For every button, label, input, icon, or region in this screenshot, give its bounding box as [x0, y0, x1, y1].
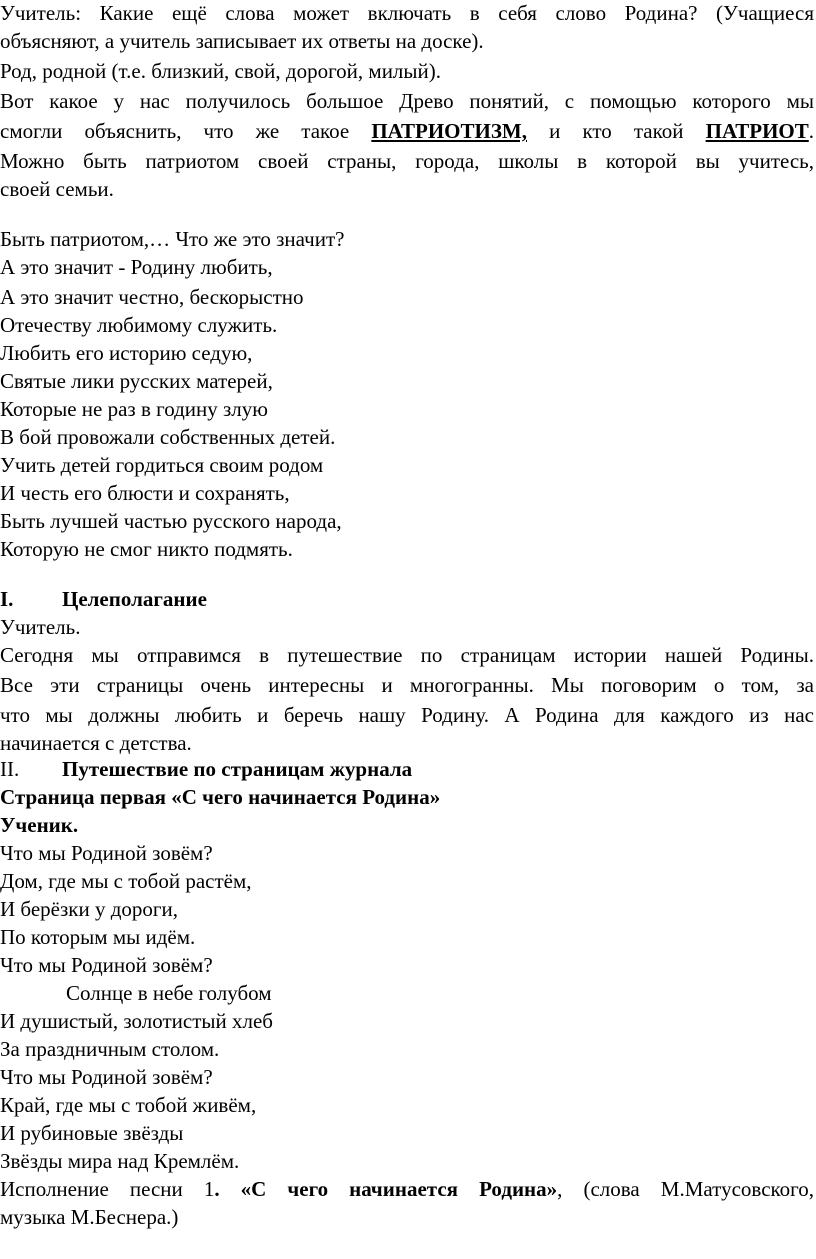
poem-line: Звёзды мира над Кремлём. [0, 1149, 240, 1173]
poem-line: Которую не смог никто подмять. [0, 537, 293, 561]
speaker-label: Ученик. [0, 813, 79, 837]
poem-line: А это значит - Родину любить, [0, 255, 273, 279]
poem-line: Быть патриотом,… Что же это значит? [0, 227, 345, 251]
poem-line: Быть лучшей частью русского народа, [0, 509, 342, 533]
paragraph-line: музыка М.Беснера.) [0, 1205, 179, 1229]
poem-line: По которым мы идём. [0, 925, 196, 949]
section-heading [0, 756, 814, 782]
poem-line: Святые лики русских матерей, [0, 369, 273, 393]
section-title: Путешествие по страницам журнала [62, 757, 413, 781]
poem-line: Что мы Родиной зовём? [0, 841, 213, 865]
poem-line: А это значит честно, бескорыстно [0, 285, 304, 309]
poem-line: И душистый, золотистый хлеб [0, 1009, 273, 1033]
text-run: Исполнение песни 1 [0, 1177, 215, 1201]
paragraph-line: объясняют, а учитель записывает их ответы на доске). [0, 29, 484, 53]
keyword-patriotism: ПАТРИОТИЗМ, [371, 119, 527, 143]
paragraph-line: своей семьи. [0, 177, 114, 201]
poem-line: И берёзки у дороги, [0, 897, 178, 921]
poem-line: Солнце в небе голубом [66, 981, 272, 1005]
poem-line: В бой провожали собственных детей. [0, 425, 336, 449]
paragraph-line: Род, родной (т.е. близкий, свой, дорогой, милый). [0, 59, 441, 83]
paragraph-line: Все эти страницы очень интересны и многогранны. Мы поговорим о том, за [0, 673, 814, 697]
section-title: Целеполагание [62, 587, 207, 611]
paragraph-line [0, 118, 814, 144]
poem-line: Отечеству любимому служить. [0, 313, 278, 337]
keyword-patriot: ПАТРИОТ [705, 119, 809, 143]
song-title: . «С чего начинается Родина» [214, 1177, 558, 1201]
paragraph-line: что мы должны любить и беречь нашу Родину. А Родина для каждого из нас [0, 703, 814, 727]
section-number: II. [0, 757, 20, 781]
text-run: , (слова М.Матусовского, [557, 1177, 814, 1201]
speaker-label: Учитель. [0, 615, 81, 639]
poem-line: Дом, где мы с тобой растём, [0, 869, 252, 893]
poem-line: И честь его блюсти и сохранять, [0, 481, 290, 505]
poem-line: И рубиновые звёзды [0, 1121, 184, 1145]
paragraph-line [0, 1176, 814, 1202]
poem-line: Которые не раз в годину злую [0, 397, 268, 421]
poem-line: Учить детей гордиться своим родом [0, 453, 324, 477]
poem-line: Что мы Родиной зовём? [0, 953, 213, 977]
poem-line: Что мы Родиной зовём? [0, 1065, 213, 1089]
page-title: Страница первая «С чего начинается Родина» [0, 785, 441, 809]
poem-line: Край, где мы с тобой живём, [0, 1093, 257, 1117]
poem-line: За праздничным столом. [0, 1037, 220, 1061]
paragraph-line: Вот какое у нас получилось большое Древо понятий, с помощью которого мы [0, 89, 814, 113]
text-run: . [808, 119, 815, 143]
paragraph-line: начинается с детства. [0, 731, 192, 755]
text-run: смогли объяснить, что же такое [0, 119, 350, 143]
section-number: I. [0, 587, 14, 611]
text-run: и кто такой [549, 119, 684, 143]
section-heading [0, 586, 814, 612]
paragraph-line: Можно быть патриотом своей страны, города, школы в которой вы учитесь, [0, 149, 814, 173]
poem-line: Любить его историю седую, [0, 341, 253, 365]
paragraph-line: Учитель: Какие ещё слова может включать в себя слово Родина? (Учащиеся [0, 1, 814, 25]
paragraph-line: Сегодня мы отправимся в путешествие по страницам истории нашей Родины. [0, 643, 814, 667]
